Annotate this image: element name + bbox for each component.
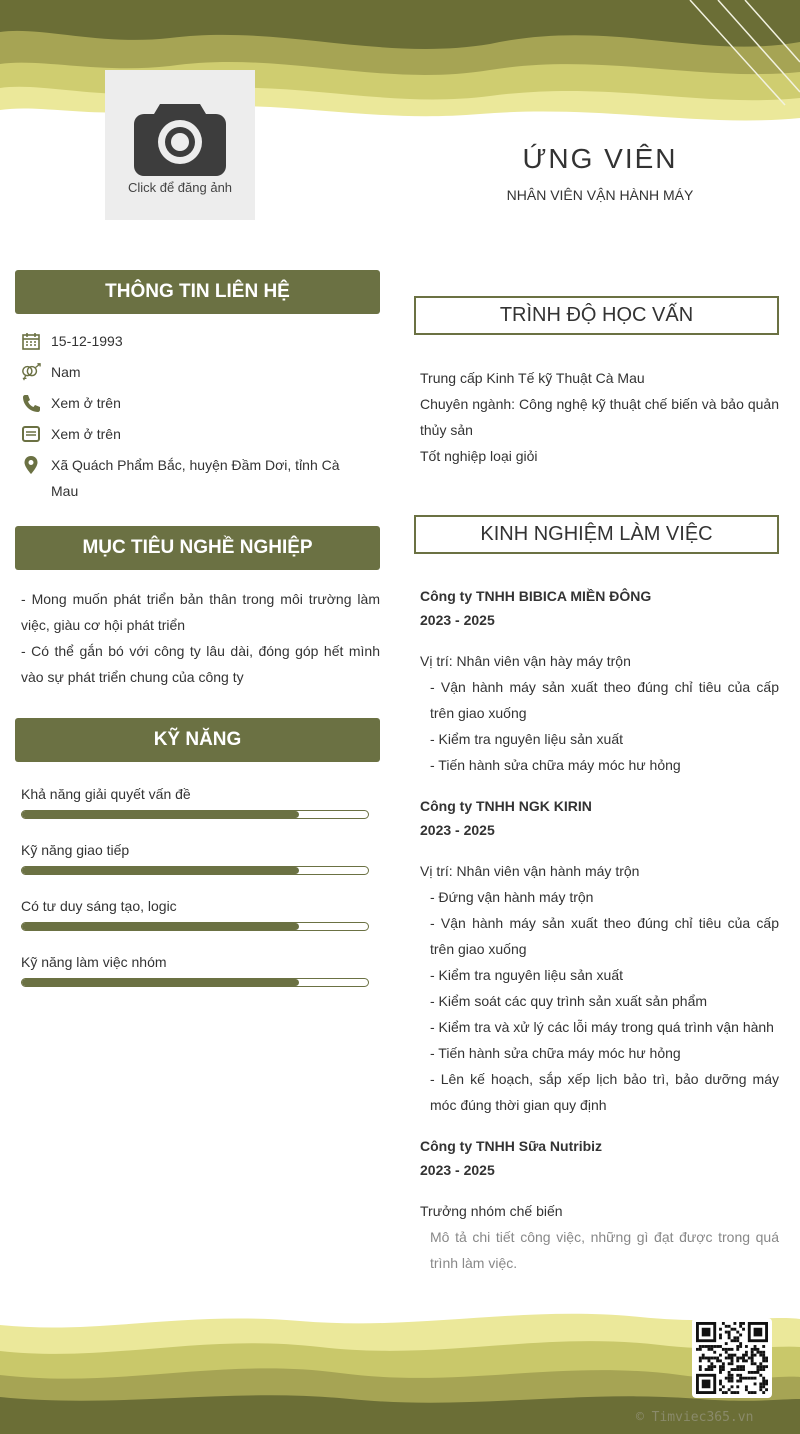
skill-name: Có tư duy sáng tạo, logic <box>21 898 177 914</box>
left-column <box>15 270 380 1008</box>
skill-bar <box>21 810 369 819</box>
education-section-title: TRÌNH ĐỘ HỌC VẤN <box>414 296 779 335</box>
education-school: Trung cấp Kinh Tế kỹ Thuật Cà Mau <box>420 370 645 386</box>
candidate-name: ỨNG VIÊN <box>522 143 678 174</box>
job-company: Công ty TNHH NGK KIRIN <box>420 798 592 814</box>
skill-name: Kỹ năng làm việc nhóm <box>21 954 167 970</box>
skill-item <box>21 840 380 875</box>
skill-item <box>21 784 380 819</box>
experience-section-title: KINH NGHIỆM LÀM VIỆC <box>414 515 779 554</box>
skills-section-title: KỸ NĂNG <box>15 718 380 762</box>
skill-name: Khả năng giải quyết vấn đề <box>21 786 191 802</box>
objective-section-title: MỤC TIÊU NGHỀ NGHIỆP <box>15 526 380 570</box>
job-entry <box>420 1134 779 1276</box>
photo-caption: Click để đăng ảnh <box>127 179 233 195</box>
job-task: - Tiến hành sửa chữa máy móc hư hỏng <box>430 757 681 773</box>
skills-list <box>15 784 380 987</box>
contact-section-title: THÔNG TIN LIÊN HỆ <box>15 270 380 314</box>
skill-item <box>21 896 380 931</box>
phone-value: Xem ở trên <box>51 395 121 411</box>
education-content <box>414 365 779 469</box>
job-description-placeholder[interactable]: Mô tả chi tiết công việc, những gì đạt được trong quá trình làm việc. <box>430 1229 779 1271</box>
right-column <box>414 296 779 1292</box>
gender-icon <box>21 359 51 385</box>
objective-line: - Mong muốn phát triển bản thân trong môi trường làm việc, giàu cơ hội phát triển <box>21 591 380 633</box>
email-value: Xem ở trên <box>51 426 121 442</box>
address-value: Xã Quách Phẩm Bắc, huyện Đầm Dơi, tỉnh Cà Mau <box>51 457 340 499</box>
contact-birthdate <box>21 328 380 354</box>
phone-icon <box>21 390 51 416</box>
skill-item <box>21 952 380 987</box>
contact-address <box>21 452 380 504</box>
skill-bar <box>21 922 369 931</box>
education-grade: Tốt nghiệp loại giỏi <box>420 448 538 464</box>
objective-text <box>15 586 380 690</box>
qr-code-icon <box>692 1318 772 1398</box>
job-role: Trưởng nhóm chế biến <box>420 1203 563 1219</box>
email-icon <box>21 421 51 447</box>
job-task: - Kiểm tra nguyên liệu sản xuất <box>430 967 623 983</box>
qr-code-graphic <box>696 1322 768 1394</box>
job-task: - Tiến hành sửa chữa máy móc hư hỏng <box>430 1045 681 1061</box>
job-role: Vị trí: Nhân viên vận hành máy trộn <box>420 863 640 879</box>
education-major: Chuyên ngành: Công nghệ kỹ thuật chế biến và bảo quản thủy sản <box>420 396 779 438</box>
contact-email <box>21 421 380 447</box>
job-period: 2023 - 2025 <box>420 612 495 628</box>
skill-name: Kỹ năng giao tiếp <box>21 842 130 858</box>
job-title: NHÂN VIÊN VẬN HÀNH MÁY <box>506 187 694 203</box>
job-task: - Kiểm soát các quy trình sản xuất sản phẩm <box>430 993 708 1009</box>
skill-bar-fill <box>22 867 299 874</box>
calendar-icon <box>21 328 51 354</box>
avatar-upload[interactable] <box>105 70 255 220</box>
job-task: - Lên kế hoạch, sắp xếp lịch bảo trì, bảo dưỡng máy móc đúng thời gian quy định <box>430 1071 779 1113</box>
job-task: - Vận hành máy sản xuất theo đúng chỉ tiêu của cấp trên giao xuống <box>430 679 779 721</box>
job-company: Công ty TNHH Sữa Nutribiz <box>420 1138 603 1154</box>
job-task: - Đứng vận hành máy trộn <box>430 889 594 905</box>
job-entry <box>420 584 779 778</box>
contact-gender <box>21 359 380 385</box>
skill-bar <box>21 866 369 875</box>
skill-bar-fill <box>22 811 299 818</box>
watermark: © Timviec365.vn <box>636 1410 754 1425</box>
experience-list <box>414 584 779 1276</box>
skill-bar <box>21 978 369 987</box>
job-task: - Kiểm tra và xử lý các lỗi máy trong quá trình vận hành <box>430 1019 774 1035</box>
job-period: 2023 - 2025 <box>420 1162 495 1178</box>
objective-line: - Có thể gắn bó với công ty lâu dài, đóng góp hết mình vào sự phát triển chung của công ty <box>21 643 380 685</box>
camera-icon <box>134 96 226 176</box>
birthdate-value: 15-12-1993 <box>51 333 123 349</box>
contact-list <box>15 328 380 504</box>
job-role: Vị trí: Nhân viên vận hày máy trộn <box>420 653 631 669</box>
gender-value: Nam <box>51 364 81 380</box>
job-task: - Kiểm tra nguyên liệu sản xuất <box>430 731 623 747</box>
contact-phone <box>21 390 380 416</box>
job-company: Công ty TNHH BIBICA MIỀN ĐÔNG <box>420 588 652 604</box>
job-task: - Vận hành máy sản xuất theo đúng chỉ tiêu của cấp trên giao xuống <box>430 915 779 957</box>
job-period: 2023 - 2025 <box>420 822 495 838</box>
skill-bar-fill <box>22 979 299 986</box>
location-icon <box>21 452 51 478</box>
skill-bar-fill <box>22 923 299 930</box>
job-entry <box>420 794 779 1118</box>
